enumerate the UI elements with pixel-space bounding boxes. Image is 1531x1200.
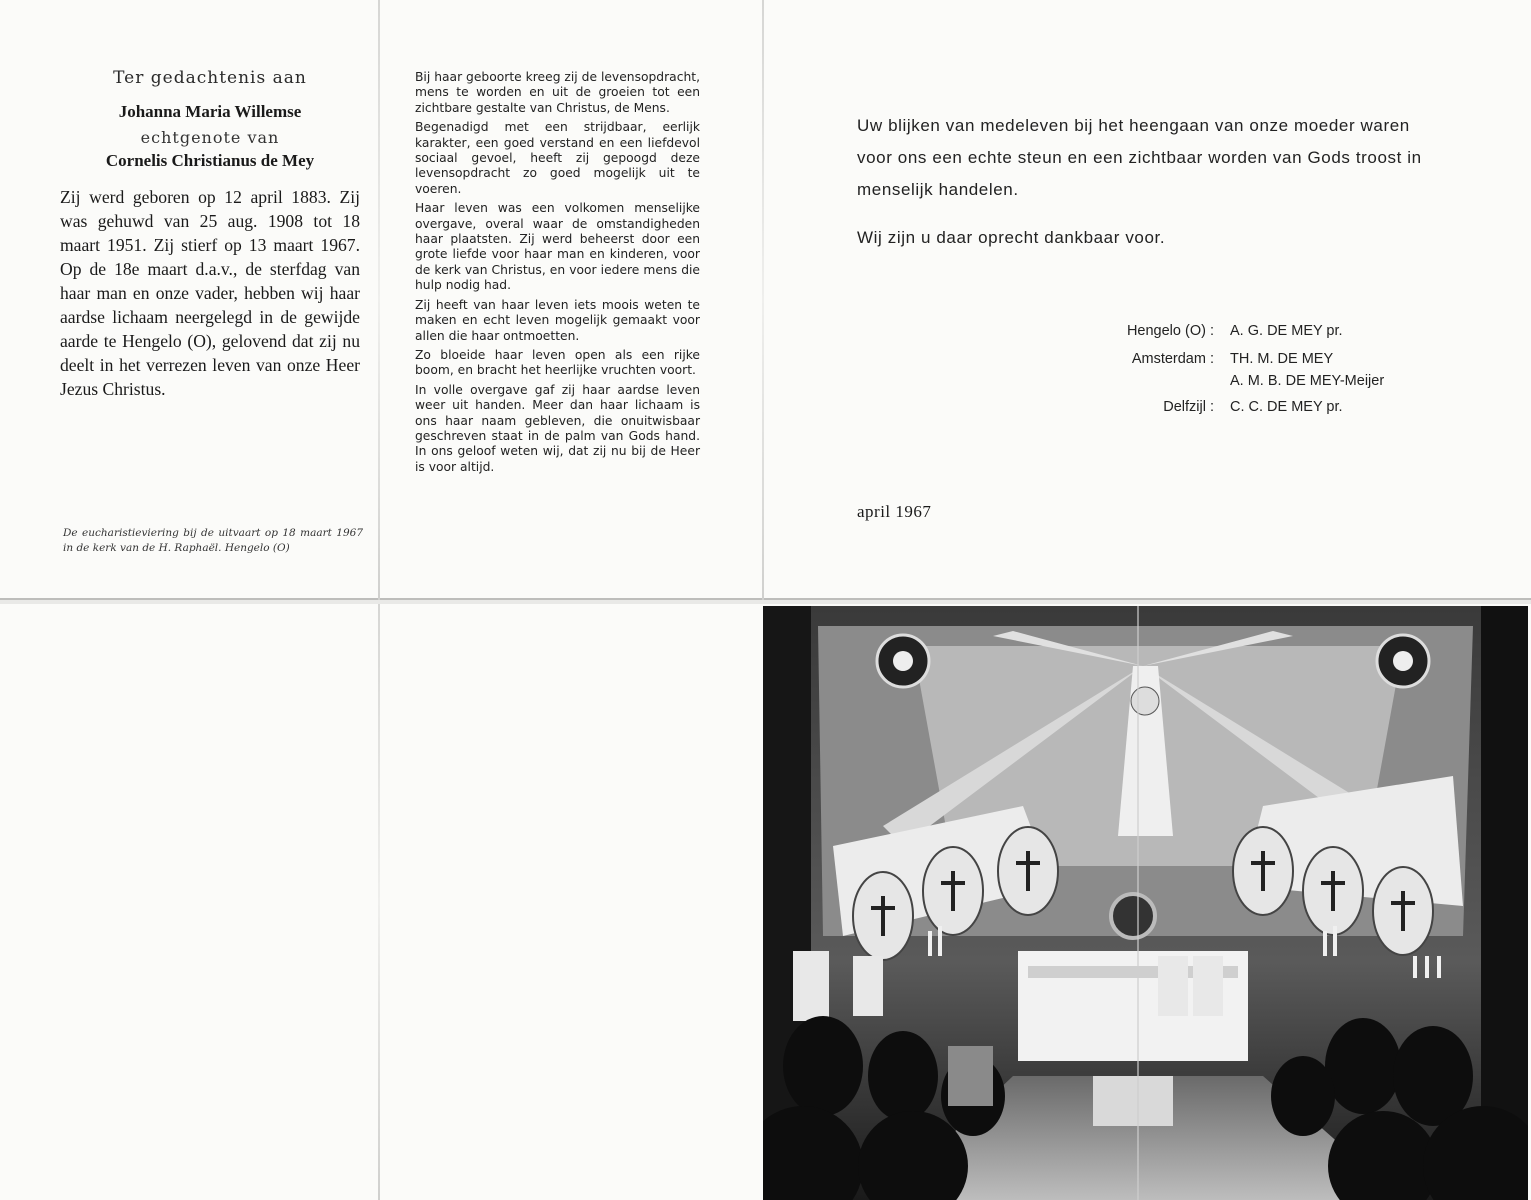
signature-place: Hengelo (O) : bbox=[1126, 323, 1214, 339]
fold-line bbox=[378, 604, 380, 1200]
signature-place: Delfzijl : bbox=[1163, 399, 1214, 415]
signature-row bbox=[1070, 394, 1450, 420]
tribute-paragraph: Bij haar geboorte kreeg zij de levensopdracht, mens te worden en uit de groeien tot een zichtbare gestalte van Christus, de Mens. bbox=[415, 70, 700, 115]
spouse-name: Cornelis Christianus de Mey bbox=[105, 151, 315, 170]
date: april 1967 bbox=[857, 502, 932, 521]
signature-name: C. C. DE MEY pr. bbox=[1230, 399, 1343, 415]
signature-row bbox=[1070, 346, 1450, 394]
signature-row bbox=[1070, 318, 1450, 344]
signature-name: A. M. B. DE MEY-Meijer bbox=[1230, 373, 1385, 389]
tribute-paragraph: Haar leven was een volkomen menselijke overgave, overal waar de omstandigheden haar plaatsten. Zij werd beheerst door een grote liefde voor haar man en kinderen, voor de kerk van Christus, en voor iedere mens die hulp nodig had. bbox=[415, 201, 700, 293]
thanks-line: Wij zijn u daar oprecht dankbaar voor. bbox=[857, 228, 1166, 247]
tribute-paragraph: In volle overgave gaf zij haar aardse leven weer uit handen. Meer dan haar lichaam is ons haar naam gebleven, die onuitwisbaar geschreven staat in de palm van Gods hand. In ons geloof weten wij, dat zij nu bij de Heer is voor altijd. bbox=[415, 382, 700, 474]
signatures bbox=[1070, 318, 1450, 420]
fold-line bbox=[762, 0, 764, 600]
church-interior-photo bbox=[763, 606, 1528, 1200]
signature-place: Amsterdam : bbox=[1131, 351, 1214, 367]
signature-name: A. G. DE MEY pr. bbox=[1230, 323, 1343, 339]
footnote: De eucharistieviering bij de uitvaart op 18 maart 1967 in de kerk van de H. Raphaël. Hengelo (O) bbox=[63, 527, 363, 554]
signature-name: TH. M. DE MEY bbox=[1230, 351, 1334, 367]
church-interior-illustration bbox=[763, 606, 1528, 1200]
fold-line bbox=[378, 0, 380, 600]
thanks-panel bbox=[857, 110, 1422, 254]
tribute-paragraph: Zo bloeide haar leven open als een rijke boom, en bracht het heerlijke vruchten voort. bbox=[415, 347, 700, 378]
tribute-paragraph: Zij heeft van haar leven iets moois weten te maken en echt leven mogelijk gemaakt voor allen die haar ontmoetten. bbox=[415, 297, 700, 343]
intro-text: Ter gedachtenis aan bbox=[113, 68, 307, 88]
tribute-panel bbox=[415, 70, 700, 479]
tribute-paragraph: Begenadigd met een strijdbaar, eerlijk karakter, een goed verstand en een liefdevol sociaal gevoel, heeft zij gepoogd deze levensopdracht zo goed mogelijk uit te voeren. bbox=[415, 120, 700, 196]
biography-text: Zij werd geboren op 12 april 1883. Zij was gehuwd van 25 aug. 1908 tot 18 maart 1951. Zij stierf op 13 maart 1967. Op de 18e maart d.a.v., de sterfdag van haar man en onze vader, hebben wij haar aardse lichaam neergelegd in de gewijde aarde te Hengelo (O), gelovend dat zij nu deelt in het verrezen leven van onze Heer Jezus Christus. bbox=[60, 187, 360, 399]
spouse-intro: echtgenote van bbox=[140, 128, 280, 147]
memorial-panel bbox=[60, 60, 360, 401]
thanks-message: Uw blijken van medeleven bij het heengaan van onze moeder waren voor ons een echte steun en een zichtbaar worden van Gods troost in menselijk handelen. bbox=[857, 116, 1422, 199]
deceased-name: Johanna Maria Willemse bbox=[118, 102, 302, 121]
